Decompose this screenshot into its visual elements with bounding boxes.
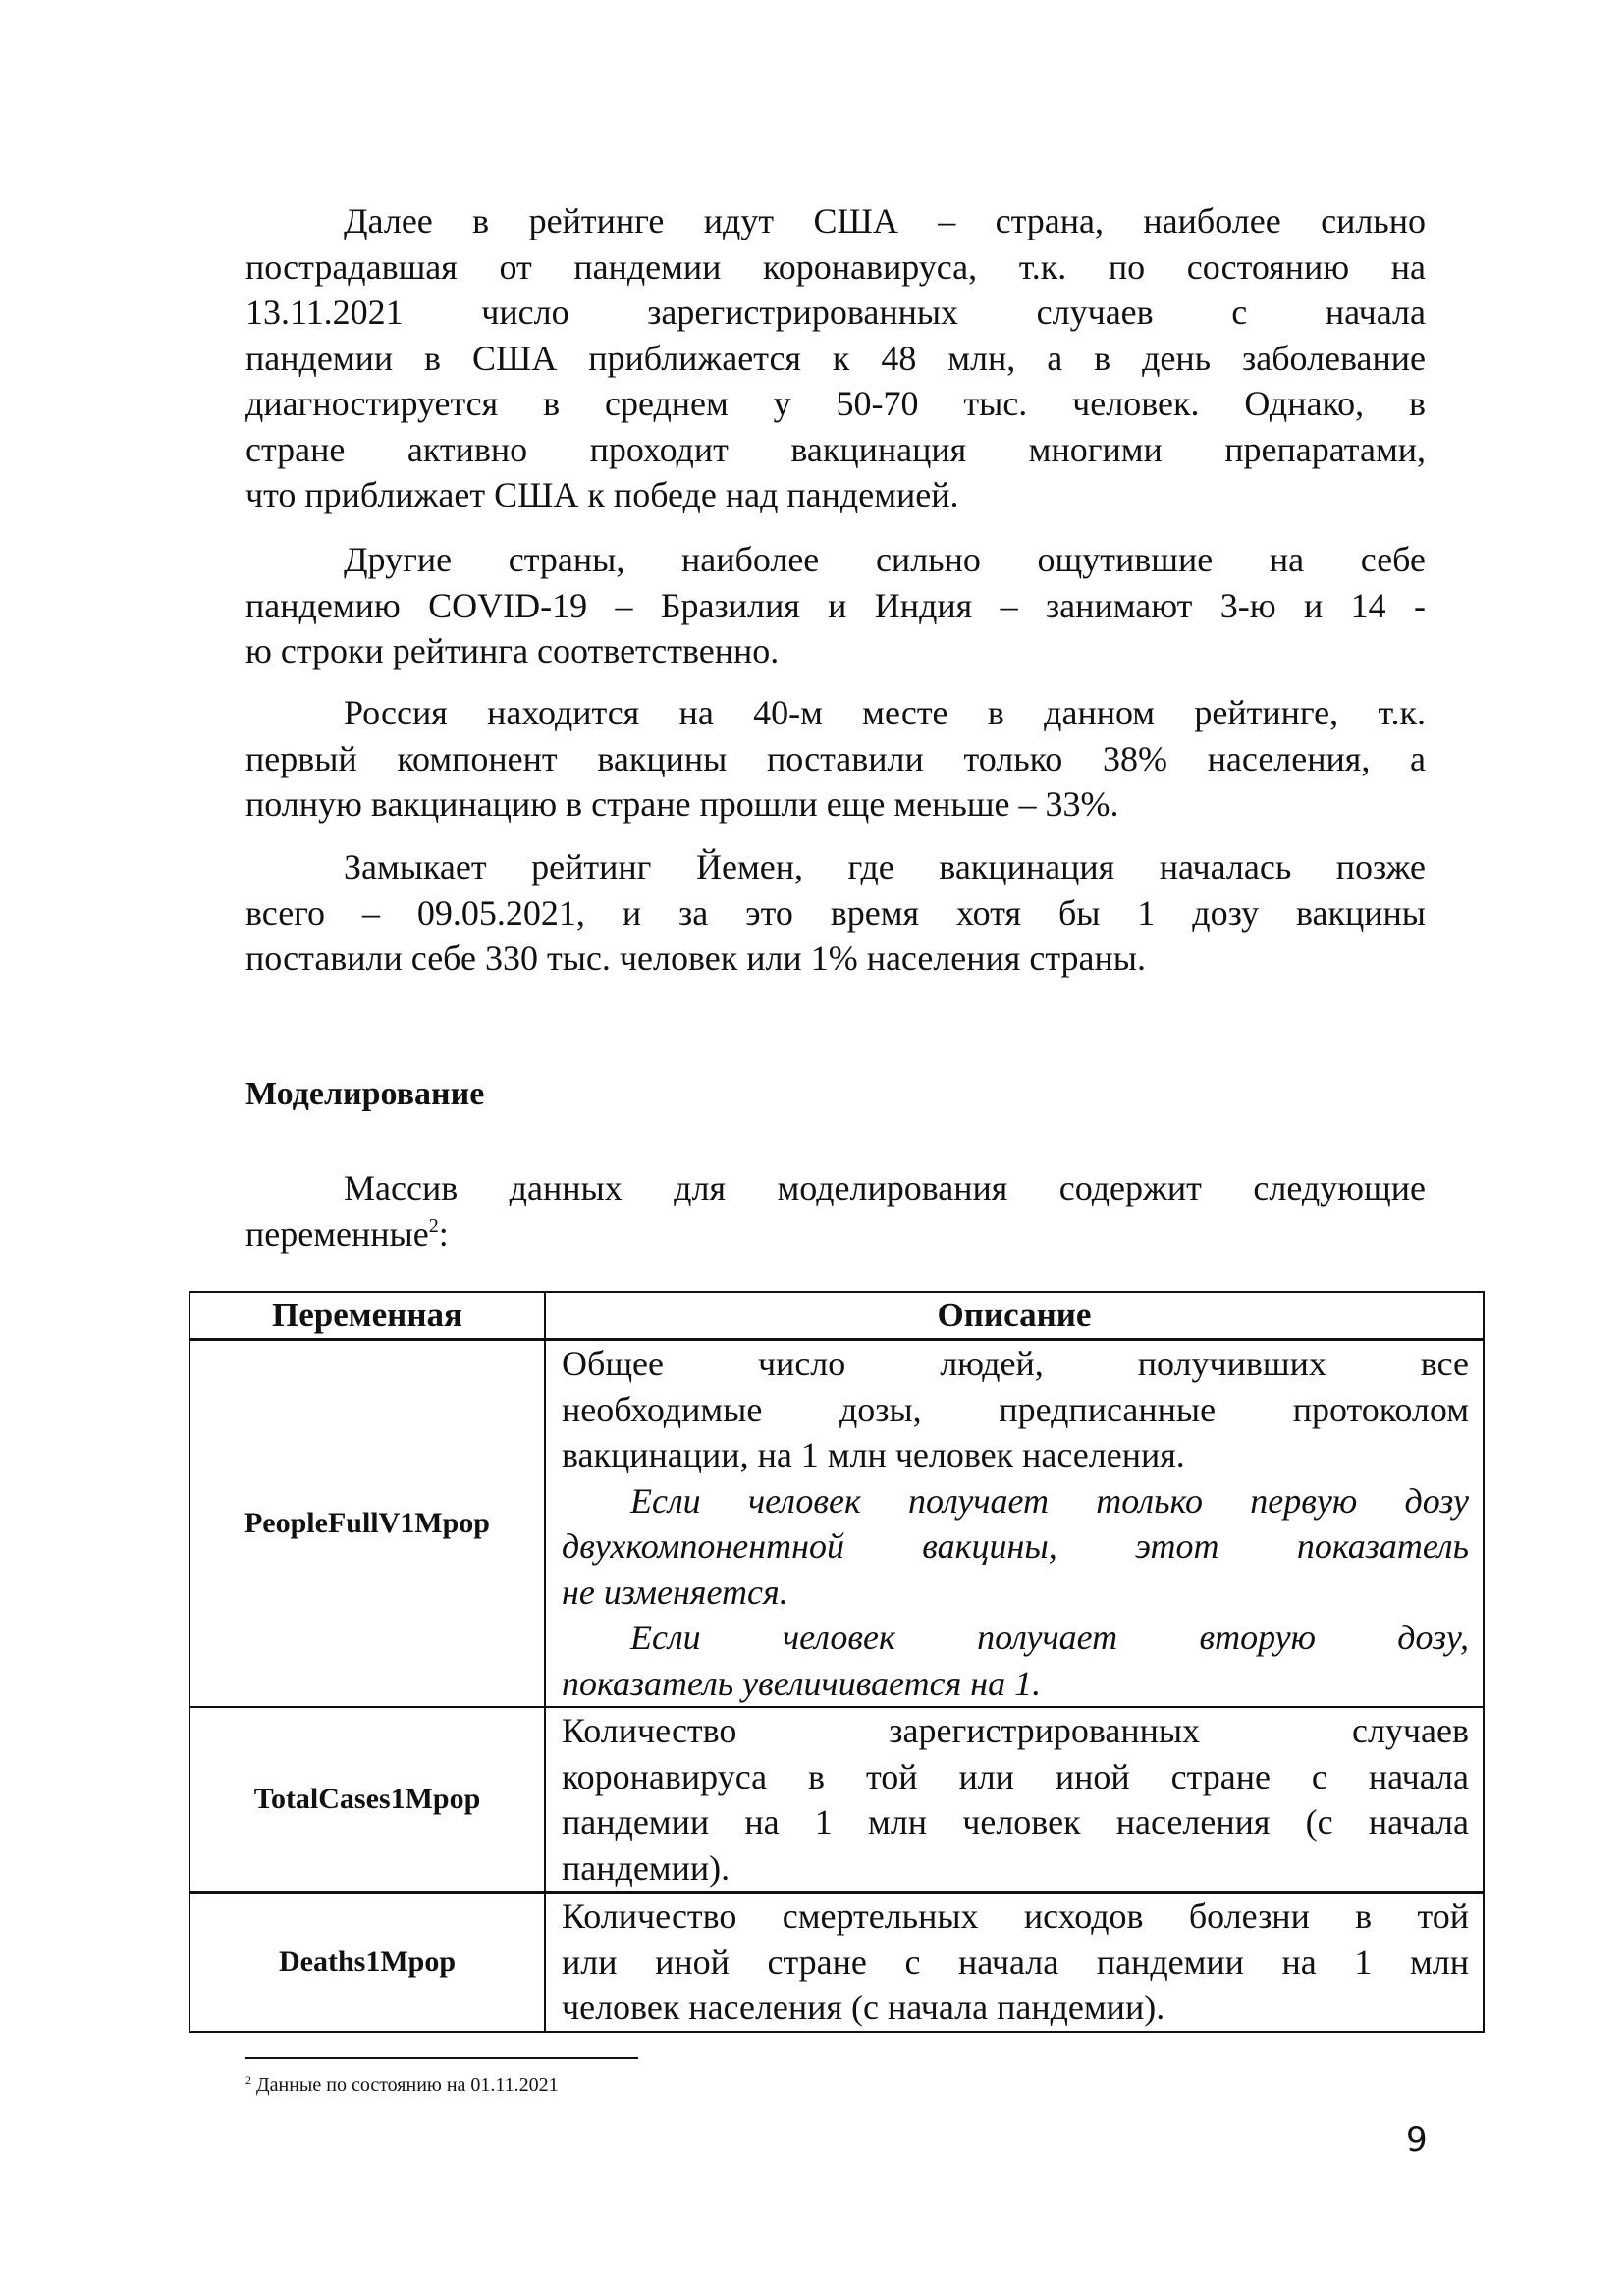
footnote-separator: [245, 2057, 638, 2059]
variables-table: [189, 1291, 1485, 2033]
footnote-text: Данные по состоянию на 01.11.2021: [256, 2074, 559, 2096]
text-line: ю строки рейтинга соответственно.: [245, 631, 780, 670]
paragraph-usa: [245, 198, 1426, 518]
column-header-description: Описание: [545, 1292, 1484, 1340]
text-line: Количество смертельных исходов болезни в той: [562, 1896, 1469, 1936]
text-line: поставили себе 330 тыс. человек или 1% населения страны.: [245, 938, 1146, 978]
text-line: пандемию COVID-19 – Бразилия и Индия – занимают 3-ю и 14 -: [245, 585, 1426, 625]
variable-description: [545, 1707, 1484, 1893]
table-row: [189, 1893, 1484, 2032]
footnote-mark: 2: [245, 2073, 251, 2087]
variable-name: PeopleFullV1Mpop: [189, 1340, 545, 1708]
text-line: необходимые дозы, предписанные протоколом: [562, 1389, 1469, 1429]
text-line: пандемии на 1 млн человек населения (с начала: [562, 1802, 1469, 1842]
text-line: пандемии).: [562, 1847, 731, 1888]
paragraph-dataset-intro: [245, 1165, 1426, 1256]
variable-name: TotalCases1Mpop: [189, 1707, 545, 1893]
italic-note-line: показатель увеличивается на 1.: [562, 1663, 1042, 1703]
table-header-row: [189, 1292, 1484, 1340]
text-line: стране активно проходит вакцинация многими препаратами,: [245, 429, 1426, 469]
page-number: 9: [1406, 2120, 1428, 2160]
paragraph-yemen: [245, 844, 1426, 982]
variable-name: Deaths1Mpop: [189, 1893, 545, 2032]
text-line: полную вакцинацию в стране прошли еще меньше – 33%.: [245, 784, 1119, 824]
text-line: вакцинации, на 1 млн человек населения.: [562, 1435, 1185, 1474]
footnote-reference[interactable]: 2: [428, 1214, 439, 1237]
footnote: [245, 2071, 559, 2099]
text-line: Другие страны, наиболее сильно ощутившие на себе: [344, 540, 1426, 579]
text-line: Общее число людей, получивших все: [562, 1344, 1469, 1383]
italic-note-line: двухкомпонентной вакцины, этот показатель: [562, 1526, 1469, 1566]
text-line: что приближает США к победе над пандемией.: [245, 475, 959, 514]
text-line: человек населения (с начала пандемии).: [562, 1988, 1165, 2027]
text-line: Далее в рейтинге идут США – страна, наиболее сильно: [344, 201, 1426, 240]
column-header-variable: Переменная: [189, 1292, 545, 1340]
text-line: всего – 09.05.2021, и за это время хотя бы 1 дозу вакцины: [245, 892, 1426, 933]
paragraph-russia: [245, 690, 1426, 828]
paragraph-brazil-india: [245, 537, 1426, 674]
text-line: Количество зарегистрированных случаев: [562, 1711, 1469, 1750]
variable-description: [545, 1893, 1484, 2032]
section-heading: Моделирование: [245, 1076, 485, 1112]
text-line: первый компонент вакцины поставили только 38% населения, а: [245, 738, 1426, 778]
text-line: [245, 1211, 1426, 1257]
text-line: Массив данных для моделирования содержит следующие: [344, 1168, 1426, 1207]
text-line: коронавируса в той или иной стране с начала: [562, 1756, 1469, 1796]
variable-description: [545, 1340, 1484, 1708]
table-row: [189, 1707, 1484, 1893]
italic-note-line: Если человек получает только первую дозу: [630, 1480, 1469, 1521]
intro-text: переменные: [245, 1213, 429, 1254]
text-line: 13.11.2021 число зарегистрированных случаев с начала: [245, 293, 1426, 332]
table-row: [189, 1340, 1484, 1708]
text-line: пандемии в США приближается к 48 млн, а в день заболевание: [245, 338, 1426, 378]
text-line: диагностируется в среднем у 50-70 тыс. человек. Однако, в: [245, 384, 1426, 423]
text-line: пострадавшая от пандемии коронавируса, т.к. по состоянию на: [245, 246, 1426, 287]
italic-note-line: Если человек получает вторую дозу,: [630, 1618, 1469, 1657]
text-line: или иной стране с начала пандемии на 1 млн: [562, 1942, 1469, 1982]
text-line: Замыкает рейтинг Йемен, где вакцинация началась позже: [344, 847, 1426, 886]
italic-note-line: не изменяется.: [562, 1572, 788, 1612]
intro-suffix: :: [438, 1213, 449, 1254]
text-line: Россия находится на 40-м месте в данном рейтинге, т.к.: [344, 693, 1426, 732]
